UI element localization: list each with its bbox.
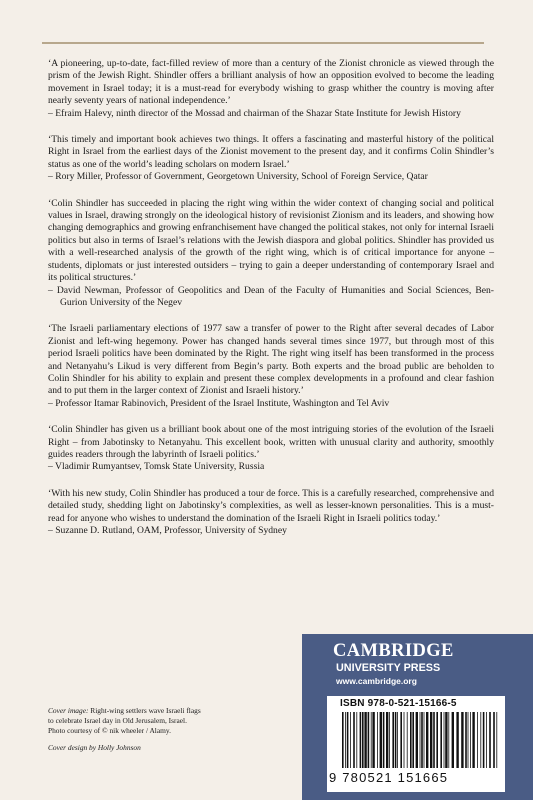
publisher-name: CAMBRIDGE [333,641,454,661]
quote-attribution: – Vladimir Rumyantsev, Tomsk State University, Russia [48,461,265,473]
cover-design-name: Holly Johnson [96,743,141,752]
endorsement-quote [48,424,494,474]
quote-attribution: – Professor Itamar Rabinovich, President of the Israel Institute, Washington and Tel Aviv [48,397,390,409]
cover-image-line2: to celebrate Israel day in Old Jerusalem, Israel. [48,716,187,725]
endorsement-quote [48,488,494,538]
barcode-icon [342,712,500,768]
quote-attribution: – Suzanne D. Rutland, OAM, Professor, University of Sydney [48,525,287,536]
publisher-url[interactable]: www.cambridge.org [336,676,417,686]
quote-text: ‘Colin Shindler has succeeded in placing the right wing within the wider context of changing social and political values in Israel, drawing strongly on the ideological history of revisionist Zionism and its leaders, and showing how changing demographics and growing enfranchisement have changed the political stakes, not only for internal Israeli politics but also in terms of Israel’s relations with the Jewish diaspora and global politics. Shindler has provided us with a well-researched analysis of the growth of the right wing, which is of critical importance for anyone – students, diplomats or just interested outsiders – trying to gain a deeper understanding of contemporary Israel and its political structures.’ [48,197,494,284]
cover-image-label: Cover image: [48,706,89,715]
quote-text: ‘Colin Shindler has given us a brilliant book about one of the most intriguing stories of the evolution of the Israeli Right – from Jabotinsky to Netanyahu. This excellent book, written with unusual clarity and authority, smoothly guides readers through the labyrinth of Israeli politics.’ [48,424,494,460]
endorsement-quote [48,58,494,120]
top-rule [42,42,484,44]
cover-design-credit [48,743,288,753]
quote-text: ‘This timely and important book achieves two things. It offers a fascinating and masterful history of the political Right in Israel from the earliest days of the Zionist movement to the present day, and it confirms Colin Shindler’s status as one of the world’s leading scholars on modern Israel.’ [48,134,494,170]
quote-text: ‘A pioneering, up-to-date, fact-filled review of more than a century of the Zionist chronicle as viewed through the prism of the Jewish Right. Shindler offers a brilliant analysis of how an opposition evolved to become the leading movement in Israel today; it is a must-read for everybody wishing to grasp whither the country is moving after nearly seventy years of national independence.’ [48,58,494,107]
quote-attribution: – Efraim Halevy, ninth director of the Mossad and chairman of the Shazar State Institute for Jewish History [48,107,461,119]
quote-text: ‘The Israeli parliamentary elections of 1977 saw a transfer of power to the Right after several decades of Labor Zionist and left-wing hegemony. Power has changed hands several times since 1977, but through most of this period Israeli politics have been dominated by the Right. The right wing itself has been transformed in the process and Netanyahu’s Likud is very different from Begin’s party. Both experts and the broad public are beholden to Colin Shindler for his ability to explain and present these complex developments in a profound and clear fashion and to put them in the larger context of Zionist and Israeli history.’ [48,323,494,397]
cover-image-line1: Right-wing settlers wave Israeli flags [88,706,201,715]
quote-attribution: – Rory Miller, Professor of Government, Georgetown University, School of Foreign Service, Qatar [48,171,428,183]
cover-image-credit [48,706,288,716]
cover-image-line3: Photo courtesy of © nik wheeler / Alamy. [48,726,171,735]
endorsement-quote [48,198,494,310]
cover-design-label: Cover design by [48,743,97,752]
barcode-digits: 9 780521 151665 [329,770,449,785]
quote-attribution: – David Newman, Professor of Geopolitics and Dean of the Faculty of Humanities and Social Sciences, Ben-Gurion University of the Negev [48,284,494,308]
isbn-label: ISBN 978-0-521-15166-5 [340,698,457,709]
cover-credits [48,706,288,753]
quote-text: ‘With his new study, Colin Shindler has produced a tour de force. This is a carefully researched, comprehensive and detailed study, shedding light on Jabotinsky’s complexities, as well as lesser-known personalities. This is a must-read for anyone who wishes to understand the domination of the Israeli Right in Israeli politics today.’ [48,487,494,524]
endorsement-quote [48,134,494,184]
endorsements [48,58,494,551]
publisher-subtitle: UNIVERSITY PRESS [336,662,441,674]
endorsement-quote [48,323,494,410]
